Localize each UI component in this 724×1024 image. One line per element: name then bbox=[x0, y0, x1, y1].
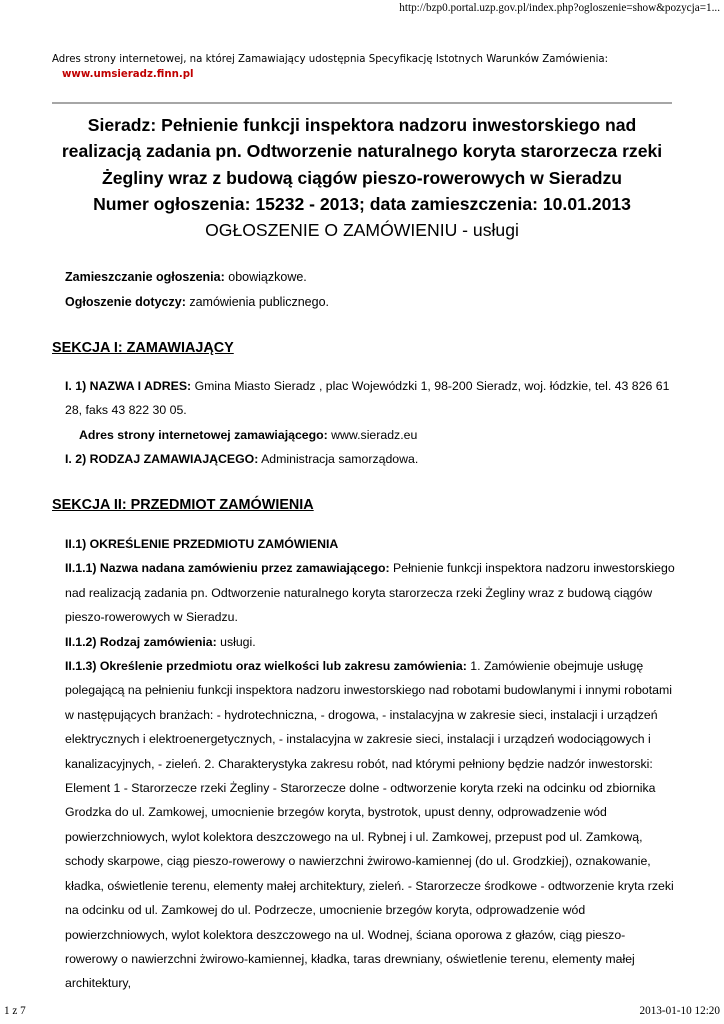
section-1-body bbox=[65, 374, 675, 472]
order-scope-value: 1. Zamówienie obejmuje usługę polegającą na pełnieniu funkcji inspektora nadzoru inwestorskiego nad robotami budowlanymi i innymi robotami w następujących branżach: - hydrotechniczna, - drogowa, - instalacyjna w zakresie sieci, instalacji i urządzeń elektrycznych i elektroenergetycznych, - instalacyjna w zakresie sieci, instalacji i urządzeń wodociągowych i kanalizacyjnych, - zieleń. 2. Charakterystyka zakresu robót, nad którymi pełniony będzie nadzór inwestorski: Element 1 - Starorzecze rzeki Żegliny - Starorzecze dolne - odtworzenie koryta rzeki na odcinku od zbiornika Grodzka do ul. Zamkowej, umocnienie brzegów koryta, bystrotok, upust denny, odprowadzenie wód powierzchniowych, wylot kolektora deszczowego na ul. Rybnej i ul. Zamkowej, przepust pod ul. Zamkową, schody skarpowe, ciąg pieszo-rowerowy o nawierzchni żwirowo-kamiennej (do ul. Grodzkiej), oznakowanie, kładka, oświetlenie terenu, elementy małej architektury, zieleń. - Starorzecze środkowe - odtworzenie kryta rzeki na odcinku od ul. Zamkowej do ul. Podrzecze, umocnienie brzegów koryta, odprowadzenie wód powierzchniowych, wylot kolektora deszczowego na ul. Wodnej, ściana oporowa z głazów, ciąg pieszo-rowerowy o nawierzchni żwirowo-kamiennej, kładka, taras drewniany, oświetlenie terenu, elementy małej architektury, bbox=[65, 659, 674, 991]
section-1-heading: SEKCJA I: ZAMAWIAJĄCY bbox=[52, 340, 234, 356]
concerns-value: zamówienia publicznego. bbox=[189, 295, 330, 309]
order-kind-row bbox=[65, 630, 675, 654]
order-scope-row bbox=[65, 654, 675, 996]
title-line: Żegliny wraz z budową ciągów pieszo-rowerowych w Sieradzu bbox=[101, 167, 623, 188]
name-address-value: Gmina Miasto Sieradz , plac Wojewódzki 1, 98-200 Sieradz, woj. łódzkie, tel. 43 826 61 28, faks 43 822 30 05. bbox=[65, 379, 670, 418]
site-info-label: Adres strony internetowej, na której Zamawiający udostępnia Specyfikację Istotnych Warunków Zamówienia: bbox=[52, 54, 609, 65]
placement-label: Zamieszczanie ogłoszenia: bbox=[65, 270, 225, 284]
site-info bbox=[52, 52, 692, 82]
concerns-label: Ogłoszenie dotyczy: bbox=[65, 295, 186, 309]
header-divider bbox=[52, 102, 672, 104]
placement-value: obowiązkowe. bbox=[228, 270, 307, 284]
order-name-row bbox=[65, 556, 675, 629]
order-name-value: Pełnienie funkcji inspektora nadzoru inwestorskiego nad realizacją zadania pn. Odtworzenie naturalnego koryta starorzecza rzeki Żegliny wraz z budową ciągów pieszo-rowerowych w Sieradzu. bbox=[65, 561, 675, 625]
print-url: http://bzp0.portal.uzp.gov.pl/index.php?ogloszenie=show&pozycja=1... bbox=[399, 2, 720, 14]
contracting-type-label: I. 2) RODZAJ ZAMAWIAJĄCEGO: bbox=[65, 452, 259, 467]
section-2-heading: SEKCJA II: PRZEDMIOT ZAMÓWIENIA bbox=[52, 497, 314, 513]
website-row bbox=[65, 423, 675, 447]
placement-row bbox=[65, 268, 307, 286]
title-line: Sieradz: Pełnienie funkcji inspektora nadzoru inwestorskiego nad bbox=[87, 115, 637, 135]
specification-website-link[interactable]: www.umsieradz.finn.pl bbox=[62, 69, 194, 80]
notice-type: OGŁOSZENIE O ZAMÓWIENIU - usługi bbox=[205, 220, 519, 241]
contracting-type-row bbox=[65, 447, 675, 471]
section-2-body bbox=[65, 532, 675, 996]
order-scope-label: II.1.3) Określenie przedmiotu oraz wielkości lub zakresu zamówienia: bbox=[65, 659, 467, 674]
notice-title bbox=[52, 112, 672, 243]
print-datetime: 2013-01-10 12:20 bbox=[639, 1005, 720, 1017]
concerns-row bbox=[65, 293, 329, 311]
order-kind-label: II.1.2) Rodzaj zamówienia: bbox=[65, 634, 217, 649]
subject-subheading: II.1) OKREŚLENIE PRZEDMIOTU ZAMÓWIENIA bbox=[65, 537, 339, 551]
notice-number-line: Numer ogłoszenia: 15232 - 2013; data zamieszczenia: 10.01.2013 bbox=[93, 193, 631, 214]
website-value: www.sieradz.eu bbox=[331, 427, 418, 442]
title-line: realizacją zadania pn. Odtworzenie naturalnego koryta starorzecza rzeki bbox=[61, 141, 663, 162]
order-kind-value: usługi. bbox=[220, 634, 256, 649]
contracting-type-value: Administracja samorządowa. bbox=[261, 452, 419, 467]
order-name-label: II.1.1) Nazwa nadana zamówieniu przez zamawiającego: bbox=[65, 561, 390, 576]
name-address-label: I. 1) NAZWA I ADRES: bbox=[65, 379, 192, 393]
website-label: Adres strony internetowej zamawiającego: bbox=[79, 427, 328, 442]
page-counter: 1 z 7 bbox=[4, 1005, 26, 1017]
name-address-row bbox=[65, 374, 675, 423]
